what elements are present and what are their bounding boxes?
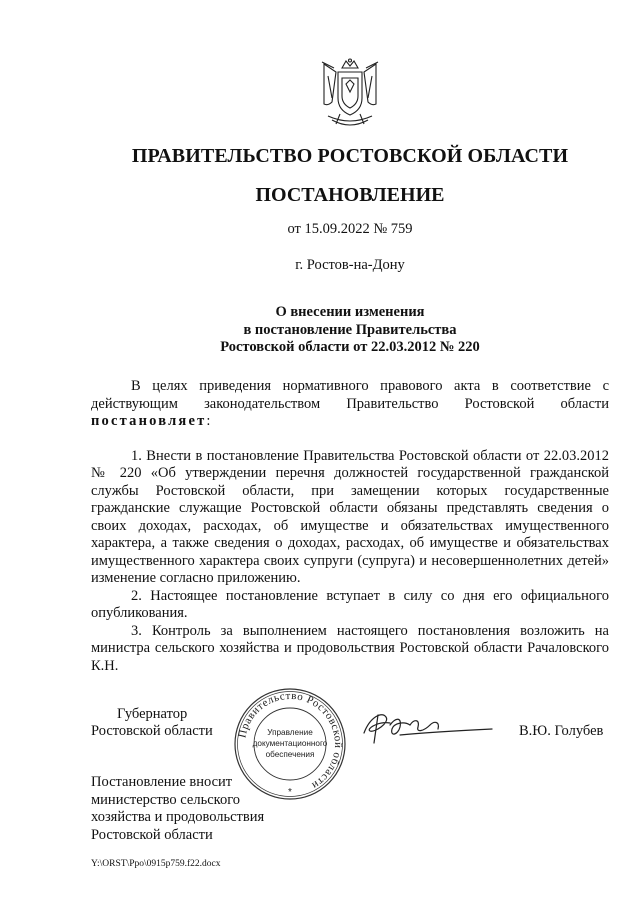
signatory-title: Губернатор	[117, 706, 188, 722]
stamp-star: *	[288, 787, 292, 798]
submitted-by-line: Ростовской области	[91, 826, 213, 843]
date-number: от 15.09.2022 № 759	[287, 221, 413, 237]
submitted-by-line: Постановление вносит	[91, 774, 233, 790]
organization-title: ПРАВИТЕЛЬСТВО РОСТОВСКОЙ ОБЛАСТИ	[131, 145, 569, 167]
signatory-name: В.Ю. Голубев	[519, 723, 604, 739]
submitted-by-line: хозяйства и продовольствия	[91, 809, 265, 825]
document-body	[91, 378, 609, 675]
city: г. Ростов-на-Дону	[295, 257, 405, 273]
stamp-inner-text: документационного	[252, 739, 328, 748]
clause-3: 3. Контроль за выполнением настоящего постановления возложить на министра сельского хозяйства и продовольствия Ростовской области Рачаловского К.Н.	[91, 622, 609, 674]
submitted-by	[91, 774, 264, 844]
stamp-inner-text: обеспечения	[265, 750, 315, 759]
handwritten-signature-icon	[360, 703, 500, 751]
stamp-ring-text: Правительство Ростовской области	[236, 689, 345, 792]
subject-line: О внесении изменения	[275, 304, 425, 320]
preamble-keyword: постановляет	[91, 413, 207, 429]
submitted-by-line: министерство сельского	[91, 791, 241, 808]
document-subject	[0, 304, 640, 357]
file-path: Y:\ORST\Ppo\0915p759.f22.docx	[91, 859, 221, 869]
document-type: ПОСТАНОВЛЕНИЕ	[255, 184, 445, 206]
clause-2: 2. Настоящее постановление вступает в силу со дня его официального опубликования.	[91, 587, 609, 621]
subject-line: Ростовской области от 22.03.2012 № 220	[220, 339, 480, 355]
preamble-text: В целях приведения нормативного правового акта в соответствие с действующим законодательством Правительство Ростовской области	[91, 378, 609, 412]
clause-1: 1. Внести в постановление Правительства Ростовской области от 22.03.2012 № 220 «Об утверждении перечня должностей государственной гражданской службы Ростовской области, при замещении которых государственные гражданские служащие Ростовской области обязаны представлять сведения о своих доходах, расходах, об имуществе и обязательствах имущественного характера, а также сведения о доходах, расходах, об имуществе и обязательствах имущественного характера своих супруги (супруга) и несовершеннолетних детей» изменение согласно приложению.	[91, 447, 609, 586]
subject-line: в постановление Правительства	[243, 321, 457, 338]
preamble	[91, 378, 609, 431]
preamble-colon: :	[206, 413, 211, 429]
stamp-inner-text: Управление	[267, 728, 313, 737]
coat-of-arms-icon	[318, 58, 382, 132]
signatory-region: Ростовской области	[91, 723, 213, 739]
